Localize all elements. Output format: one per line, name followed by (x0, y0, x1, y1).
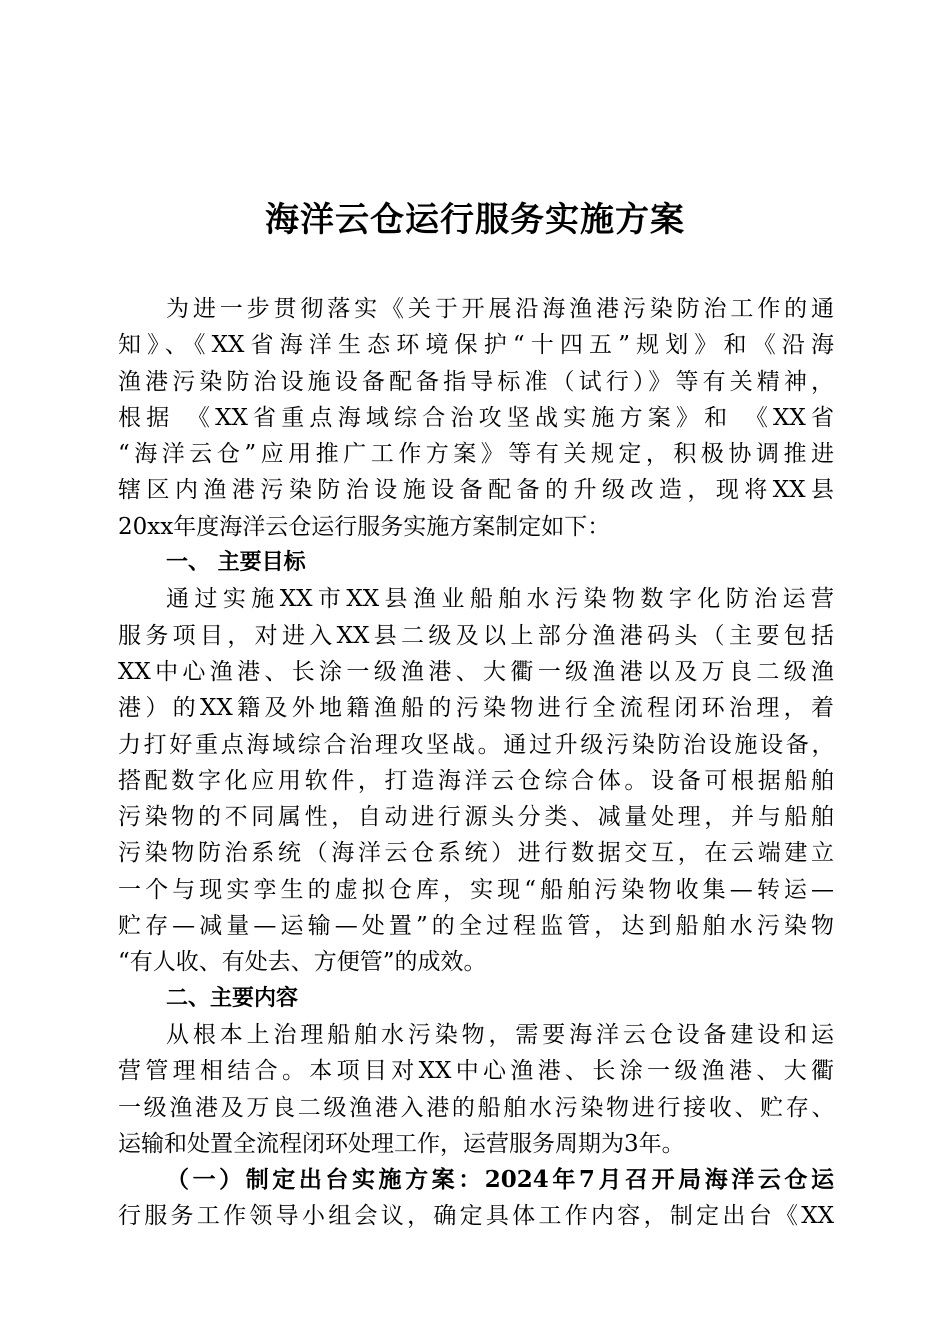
paragraph-line: 为进一步贯彻落实《关于开展沿海渔港污染防治工作的通 (166, 296, 834, 322)
paragraph-line: 污染物防治系统（海洋云仓系统）进行数据交互，在云端建立 (118, 840, 834, 867)
paragraph-line: 港）的XX籍及外地籍渔船的污染物进行全流程闭环治理，着 (118, 695, 834, 722)
paragraph-line: 营管理相结合。本项目对XX中心渔港、长涂一级渔港、大衢 (118, 1058, 834, 1085)
paragraph-line: 搭配数字化应用软件，打造海洋云仓综合体。设备可根据船舶 (118, 767, 834, 794)
paragraph-line: 根据 《XX省重点海域综合治攻坚战实施方案》和 《XX省 (118, 404, 834, 431)
paragraph-line: 通过实施XX市XX县渔业船舶水污染物数字化防治运营 (166, 586, 834, 613)
paragraph-line: 从根本上治理船舶水污染物，需要海洋云仓设备建设和运 (166, 1021, 834, 1048)
paragraph-line: 行服务工作领导小组会议，确定具体工作内容，制定出台《XX (118, 1203, 834, 1230)
paragraph-line: 污染物的不同属性，自动进行源头分类、减量处理，并与船舶 (118, 804, 834, 831)
paragraph-line: 力打好重点海域综合治理攻坚战。通过升级污染防治设施设备， (118, 731, 834, 758)
paragraph-line: 运输和处置全流程闭环处理工作，运营服务周期为3年。 (118, 1130, 685, 1157)
paragraph-line: 20xx年度海洋云仓运行服务实施方案制定如下： (118, 513, 611, 540)
section-heading-content: 二、主要内容 (166, 985, 299, 1011)
subsection-line: （一）制定出台实施方案：2024年7月召开局海洋云仓运 (166, 1166, 834, 1194)
section-heading-goals: 一、 主要目标 (166, 550, 306, 576)
paragraph-line: “海洋云仓”应用推广工作方案》等有关规定，积极协调推进 (118, 441, 834, 468)
paragraph-line: XX中心渔港、长涂一级渔港、大衢一级渔港以及万良二级渔 (118, 658, 834, 685)
paragraph-line: 贮存—减量—运输—处置”的全过程监管，达到船舶水污染物 (118, 913, 834, 940)
paragraph-line: 一个与现实孪生的虚拟仓库，实现“船舶污染物收集—转运— (118, 876, 834, 903)
paragraph-line: 渔港污染防治设施设备配备指导标准（试行）》等有关精神， (118, 368, 834, 395)
paragraph-line: “有人收、有处去、方便管”的成效。 (118, 949, 487, 976)
paragraph-line: 一级渔港及万良二级渔港入港的船舶水污染物进行接收、贮存、 (118, 1094, 834, 1121)
paragraph-line: 服务项目，对进入XX县二级及以上部分渔港码头（主要包括 (118, 622, 834, 649)
document-title: 海洋云仓运行服务实施方案 (265, 200, 685, 240)
paragraph-line: 辖区内渔港污染防治设施设备配备的升级改造，现将XX县 (118, 477, 834, 504)
paragraph-line: 知》、《XX省海洋生态环境保护“十四五”规划》和《沿海 (118, 332, 834, 359)
document-body (118, 291, 834, 1235)
